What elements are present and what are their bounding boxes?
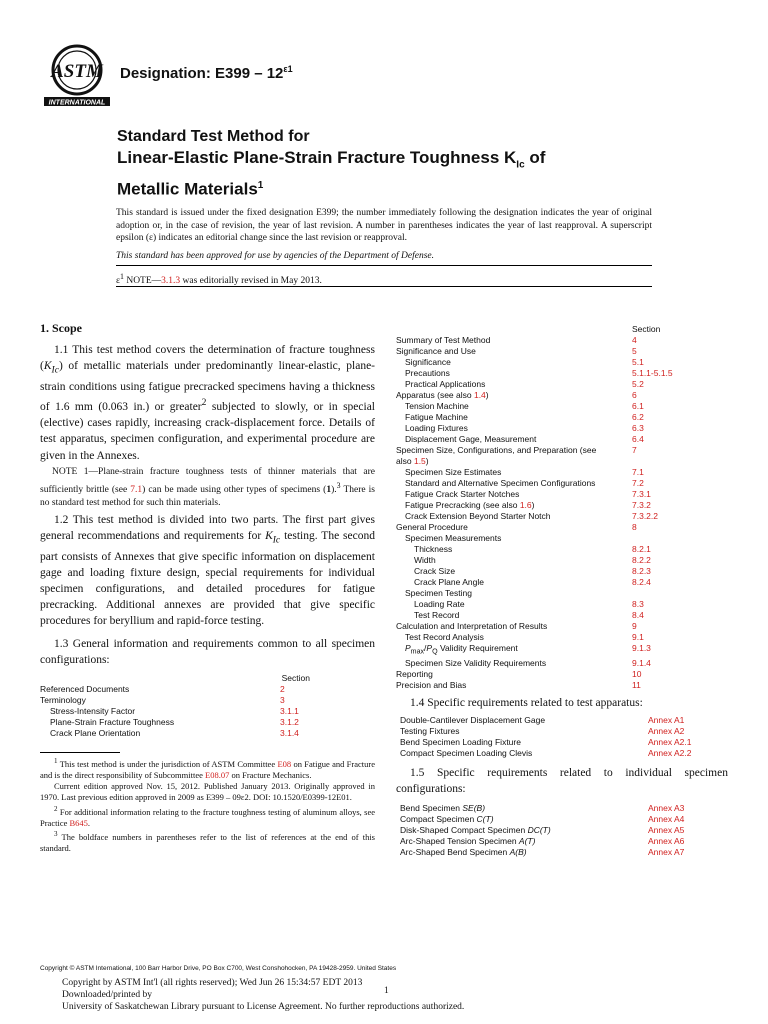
toc-row [396, 357, 728, 368]
toc-row-label: Test Record [414, 610, 460, 620]
footnote-divider [40, 752, 120, 753]
section-link[interactable]: 8.2.2 [632, 555, 651, 565]
toc-row [396, 632, 728, 643]
toc-row [396, 566, 728, 577]
section-link[interactable]: 6.1 [632, 401, 644, 411]
section-link[interactable] [632, 588, 728, 599]
common-requirements-table [40, 673, 310, 739]
section-link[interactable]: 9.1 [632, 632, 644, 642]
title-line-3: Metallic Materials$^1$ [117, 180, 264, 200]
toc-row-label: Standard and Alternative Specimen Configurations [405, 478, 596, 488]
section-link[interactable]: 6 [632, 390, 637, 400]
toc-row [396, 643, 728, 658]
section-link[interactable]: 1.5 [413, 456, 426, 466]
annex-link[interactable]: Annex A1 [648, 714, 685, 725]
annex-row [400, 847, 728, 858]
note-1: NOTE 1—Plane-strain fracture toughness tests of thinner materials that are sufficiently brittle (see 7.1) can be made using other types of specimens (1).$^3$ There is no standard test method for such thin materials. [40, 466, 375, 508]
document-title [117, 127, 717, 200]
section-link[interactable]: 9.1.4 [632, 657, 651, 668]
toc-row-label: Specimen Size Validity Requirements [405, 657, 547, 668]
section-link[interactable]: 6.2 [632, 412, 644, 422]
section-link[interactable]: 3.1.1 [280, 706, 299, 717]
note-link[interactable]: 3.1.3 [161, 276, 181, 287]
toc-row-label: Calculation and Interpretation of Results [396, 621, 548, 631]
toc-row [396, 680, 728, 691]
copyright-notice: Copyright © ASTM International, 100 Barr Harbor Drive, PO Box C700, West Conshohocken, PA 19428-2959. United States [40, 965, 397, 972]
section-link[interactable]: 7 [632, 445, 637, 455]
toc-row-label: Significance [405, 357, 451, 367]
toc-row-label: Specimen Measurements [405, 533, 502, 543]
annex-link[interactable]: Annex A3 [648, 802, 685, 813]
toc-row-label: Fatigue Precracking (see also 1.6) [405, 500, 535, 510]
annex-link[interactable]: Annex A2.1 [648, 736, 692, 747]
annex-link[interactable]: Annex A2.2 [648, 747, 692, 758]
section-row-label: Stress-Intensity Factor [50, 706, 136, 717]
toc-row [396, 368, 728, 379]
footer-line-3: University of Saskatchewan Library pursuant to License Agreement. No further reproductions authorized. [62, 1002, 465, 1012]
annex-link[interactable]: Annex A5 [648, 824, 685, 835]
divider [116, 286, 652, 287]
astm-logo [44, 44, 110, 108]
link-b645[interactable]: B645 [69, 817, 88, 828]
toc-row [396, 555, 728, 566]
toc-row-label: Specimen Size Estimates [405, 467, 502, 477]
toc-row [396, 467, 728, 478]
link-e08-07[interactable]: E08.07 [205, 770, 230, 781]
toc-row-label: also 1.5) [396, 456, 429, 466]
toc-row-label: Reporting [396, 668, 433, 679]
section-link[interactable]: 1.6 [519, 500, 532, 510]
p-q-symbol: P [426, 643, 433, 653]
paragraph-1-5: 1.5 Specific requirements related to individual specimen configurations: [396, 766, 728, 795]
section-link[interactable]: 8.3 [632, 599, 644, 609]
annex-row [400, 825, 728, 836]
footer-line-1: Copyright by ASTM Int'l (all rights reserved); Wed Jun 26 15:34:57 EDT 2013 [62, 978, 363, 988]
section-link[interactable]: 1.4 [473, 390, 486, 400]
toc-row-label: Loading Rate [414, 599, 465, 609]
footnote-2: $^2$ For additional information relating to the fracture toughness testing of aluminum alloys, see Practice B645. [40, 804, 375, 828]
section-link[interactable]: 8 [632, 522, 637, 532]
toc-row-label: Thickness [414, 544, 453, 554]
section-row [40, 684, 310, 695]
section-row [40, 706, 310, 717]
annex-row [400, 803, 728, 814]
toc-row-label: Apparatus (see also 1.4) [396, 390, 489, 400]
toc-row [396, 621, 728, 632]
annex-row-label: Compact Specimen Loading Clevis [400, 747, 533, 758]
defense-statement: This standard has been approved for use by agencies of the Department of Defense. [116, 251, 435, 261]
annex-link[interactable]: Annex A4 [648, 813, 685, 824]
p-max-symbol: P [405, 643, 411, 653]
paragraph-1-4: 1.4 Specific requirements related to test apparatus: [410, 696, 643, 709]
annex-row-label: Disk-Shaped Compact Specimen DC(T) [400, 824, 551, 835]
q-subscript: Q [432, 647, 438, 656]
title-line-2: Linear-Elastic Plane-Strain Fracture Toughness $K_{Ic}$ of [117, 148, 546, 171]
toc-row-label: Fatigue Machine [405, 412, 468, 422]
editorial-note: $\varepsilon^1$ NOTE—3.1.3 was editorially revised in May 2013. [116, 272, 322, 287]
section-row-label: Terminology [40, 695, 86, 706]
section-header: Section [281, 673, 310, 684]
toc-row [396, 610, 728, 621]
section-link[interactable]: 6.3 [632, 423, 644, 433]
section-link[interactable] [632, 533, 728, 544]
toc-row [396, 445, 728, 456]
toc-row [396, 379, 728, 390]
footnote-1: $^1$ This test method is under the jurisdiction of ASTM Committee E08 on Fatigue and Fracture and is the direct responsibility of Subcommittee E08.07 on Fracture Mechanics. [40, 757, 375, 781]
footnote-edition: Current edition approved Nov. 15, 2012. Published January 2013. Originally approved in 1970. Last previous edition approved in 2009 as E399 – 09ε2. DOI: 10.1520/E0399-12E01. [40, 781, 375, 803]
toc-row-label: General Procedure [396, 522, 468, 532]
section-row-label: Referenced Documents [40, 684, 130, 695]
toc-row-label: Test Record Analysis [405, 632, 484, 642]
toc-row-label: Crack Plane Angle [414, 577, 484, 587]
section-link[interactable]: 2 [280, 684, 285, 695]
toc-row [396, 456, 728, 467]
annex-row [400, 814, 728, 825]
annex-row-label: Arc-Shaped Tension Specimen A(T) [400, 835, 536, 846]
link-7-1[interactable]: 7.1 [130, 484, 143, 495]
section-link[interactable]: 5 [632, 346, 637, 356]
toc-row-label: Crack Extension Beyond Starter Notch [405, 511, 551, 521]
issuance-statement: This standard is issued under the fixed designation E399; the number immediately following the designation indicates the year of original adoption or, in the case of revision, the year of last revision. A number in parentheses indicates the year of last reapproval. A superscript epsilon (ε) indicates an editorial change since the last revision or reapproval. [116, 208, 652, 243]
right-column [396, 324, 728, 858]
toc-row [396, 588, 728, 599]
annex-row [400, 726, 728, 737]
title-line-1: Standard Test Method for [117, 128, 310, 145]
section-row [40, 717, 310, 728]
specimen-annex-list [400, 803, 728, 858]
toc-row [396, 390, 728, 401]
designation: Designation: $E399 - 12^{\varepsilon 1}$ [120, 64, 293, 82]
annex-row-label: Double-Cantilever Displacement Gage [400, 714, 546, 725]
toc-row-label: Precision and Bias [396, 679, 467, 690]
section-link[interactable]: 8.2.1 [632, 544, 651, 554]
section-link[interactable]: 8.2.3 [632, 566, 651, 576]
annex-row [400, 836, 728, 847]
annex-row-label: Bend Specimen SE(B) [400, 802, 486, 813]
toc-row [396, 544, 728, 555]
toc-row-label: $P_{max}/P_Q$ Validity Requirement [405, 643, 518, 656]
section-link[interactable]: 10 [632, 668, 642, 679]
toc-row-label: Crack Size [414, 566, 456, 576]
section-link[interactable]: 11 [632, 679, 641, 690]
annex-link[interactable]: Annex A6 [648, 835, 685, 846]
toc-row-label: Specimen Size, Configurations, and Preparation (see [396, 445, 597, 455]
divider [116, 265, 652, 266]
toc-row [396, 599, 728, 610]
toc-row-label: Width [414, 555, 436, 565]
toc-row-label: Specimen Testing [405, 588, 472, 598]
annex-row [400, 715, 728, 726]
annex-link[interactable]: Annex A7 [648, 846, 685, 857]
section-link[interactable] [632, 456, 728, 467]
toc-row [396, 478, 728, 489]
section-row [40, 695, 310, 706]
toc-row [396, 522, 728, 533]
download-footer [62, 977, 522, 1013]
toc-row [396, 511, 728, 522]
annex-row-label: Compact Specimen C(T) [400, 813, 494, 824]
section-link[interactable]: 3 [280, 695, 285, 706]
toc-row [396, 401, 728, 412]
section-link[interactable]: 8.4 [632, 610, 644, 620]
annex-row [400, 737, 728, 748]
left-column [40, 320, 375, 739]
footnote-3: $^3$ The boldface numbers in parentheses refer to the list of references at the end of this standard. [40, 829, 375, 853]
section-link[interactable]: 6.4 [632, 434, 644, 444]
section-index [396, 324, 728, 691]
section-row [40, 728, 310, 739]
section-link[interactable]: 5.1 [632, 357, 644, 367]
section-link[interactable]: 3.1.2 [280, 717, 299, 728]
max-subscript: max [410, 647, 425, 656]
paragraph-1-3: 1.3 General information and requirements common to all specimen configurations: [40, 637, 375, 666]
toc-row [396, 346, 728, 357]
toc-row-label: Fatigue Crack Starter Notches [405, 489, 520, 499]
annex-row-label: Bend Specimen Loading Fixture [400, 736, 521, 747]
annex-row [400, 748, 728, 759]
toc-row [396, 500, 728, 511]
toc-row-label: Displacement Gage, Measurement [405, 434, 537, 444]
link-e08[interactable]: E08 [277, 758, 292, 769]
logo-text: ASTM [51, 61, 103, 82]
toc-row-label: Practical Applications [405, 379, 486, 389]
toc-row-label: Significance and Use [396, 346, 476, 356]
section-link[interactable]: 5.1.1-5.1.5 [632, 368, 673, 378]
toc-row-label: Loading Fixtures [405, 423, 468, 433]
paragraph-1-1: 1.1 This test method covers the determination of fracture toughness $(K_{Ic})$ of metallic materials under predominantly linear-elastic, plane-strain conditions using fatigue precracked specimens having a thickness of 1.6 mm (0.063 in.) or greater$^2$ subjected to slowly, or in special (elective) cases rapidly, increasing crack-displacement force. Details of test apparatus, specimen configuration, and experimental procedure are given in the Annexes. [40, 344, 375, 462]
section-row-label: Crack Plane Orientation [50, 728, 141, 739]
toc-row [396, 412, 728, 423]
toc-row-label: Precautions [405, 368, 450, 378]
toc-row [396, 335, 728, 346]
footer-line-2: Downloaded/printed by [62, 990, 152, 1000]
paragraph-1-2: 1.2 This test method is divided into two parts. The first part gives general recommendations and requirements for $K_{Ic}$ testing. The second part consists of Annexes that give specific information on displacement gage and loading fixture design, special requirements for individual specimen configurations, and detailed procedures for fatigue precracking. Additional annexes are provided that give specific procedures for beryllium and rapid-force testing. [40, 513, 375, 628]
page-number: 1 [384, 986, 389, 996]
section-link[interactable]: 8.2.4 [632, 577, 651, 587]
toc-row-label: Tension Machine [405, 401, 469, 411]
section-link[interactable]: 4 [632, 335, 637, 345]
annex-row-label: Arc-Shaped Bend Specimen A(B) [400, 846, 527, 857]
toc-row [396, 658, 728, 669]
section-header: Section [632, 324, 661, 334]
section-link[interactable]: 7.3.1 [632, 489, 651, 499]
section-link[interactable]: 7.1 [632, 467, 644, 477]
annex-row-label: Testing Fixtures [400, 725, 460, 736]
toc-row [396, 669, 728, 680]
toc-row [396, 577, 728, 588]
toc-row [396, 423, 728, 434]
toc-row [396, 489, 728, 500]
apparatus-annex-list [400, 715, 728, 759]
scope-heading: 1. Scope [40, 321, 82, 335]
toc-row [396, 533, 728, 544]
section-link[interactable]: 7.2 [632, 478, 644, 488]
section-link[interactable]: 5.2 [632, 379, 644, 389]
toc-row [396, 434, 728, 445]
footnotes [40, 756, 375, 854]
section-link[interactable]: 9.1.3 [632, 643, 651, 653]
toc-row-label: Summary of Test Method [396, 335, 491, 345]
section-row-label: Plane-Strain Fracture Toughness [50, 717, 175, 728]
section-link[interactable]: 7.3.2 [632, 500, 651, 510]
section-link[interactable]: 3.1.4 [280, 728, 299, 739]
section-link[interactable]: 7.3.2.2 [632, 511, 658, 521]
section-link[interactable]: 9 [632, 621, 637, 631]
annex-link[interactable]: Annex A2 [648, 725, 685, 736]
logo-subtext: INTERNATIONAL [48, 99, 106, 107]
